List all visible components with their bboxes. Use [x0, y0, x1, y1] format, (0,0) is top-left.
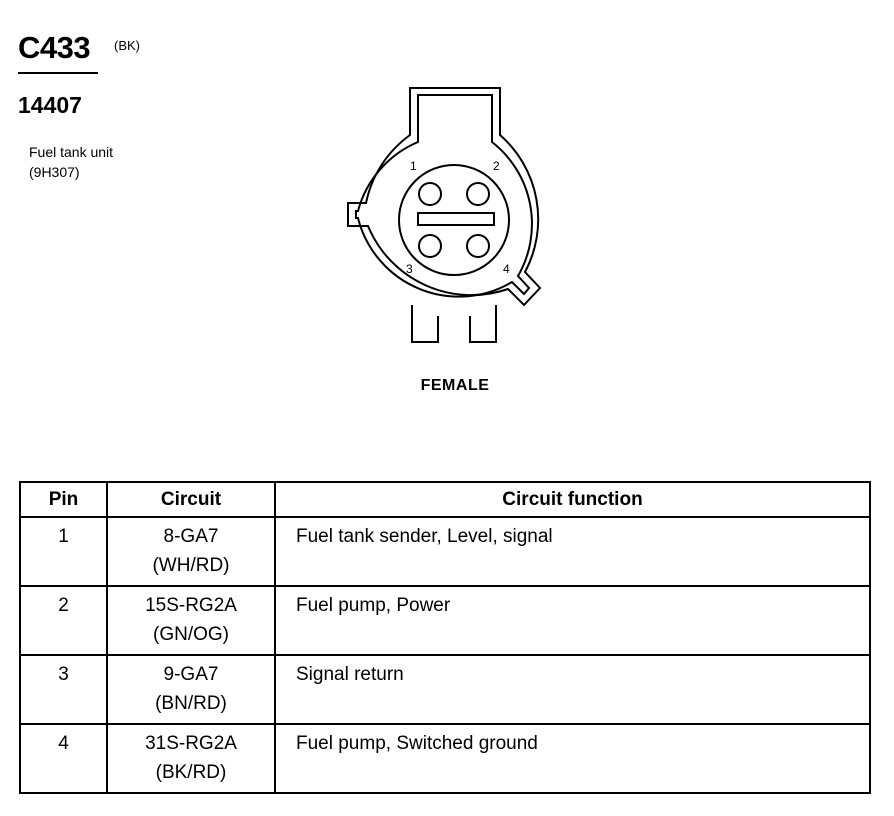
pin-label-3: 3	[406, 262, 413, 276]
circuit-function: Signal return	[275, 655, 870, 724]
connector-latch-left	[412, 305, 438, 342]
header-pin: Pin	[20, 482, 107, 517]
circuit-cell	[107, 724, 275, 793]
connector-housing-outline	[348, 88, 540, 305]
connector-gender-label: FEMALE	[420, 377, 490, 394]
wire-color: (GN/OG)	[153, 624, 229, 645]
circuit-id: 8-GA7	[163, 526, 219, 547]
table-row	[20, 724, 870, 793]
pin-label-1: 1	[410, 159, 417, 173]
pin-number: 4	[20, 724, 107, 793]
table-row	[20, 517, 870, 586]
circuit-function: Fuel pump, Power	[275, 586, 870, 655]
pin-label-2: 2	[493, 159, 500, 173]
circuit-id: 15S-RG2A	[145, 595, 237, 616]
table-header-row	[20, 482, 870, 517]
table-row	[20, 655, 870, 724]
header-circuit-function: Circuit function	[275, 482, 870, 517]
wire-color: (BK/RD)	[155, 762, 227, 783]
pin-cavity-2	[467, 183, 489, 205]
circuit-cell	[107, 517, 275, 586]
pin-assignment-table	[19, 481, 871, 794]
connector-latch-right	[470, 305, 496, 342]
component-part-code: (9H307)	[29, 164, 80, 180]
wire-color: (BN/RD)	[155, 693, 227, 714]
circuit-function: Fuel tank sender, Level, signal	[275, 517, 870, 586]
circuit-id: 9-GA7	[163, 664, 219, 685]
pin-field	[399, 165, 509, 275]
wire-color: (WH/RD)	[152, 555, 230, 576]
circuit-cell	[107, 586, 275, 655]
table-row	[20, 586, 870, 655]
circuit-cell	[107, 655, 275, 724]
key-slot	[418, 213, 494, 225]
pin-number: 1	[20, 517, 107, 586]
connector-face-diagram	[330, 80, 570, 360]
pin-cavity-4	[467, 235, 489, 257]
header-circuit: Circuit	[107, 482, 275, 517]
pin-label-4: 4	[503, 262, 510, 276]
circuit-function: Fuel pump, Switched ground	[275, 724, 870, 793]
connector-id: C433	[18, 30, 91, 65]
component-description: Fuel tank unit	[29, 144, 114, 160]
pin-cavity-1	[419, 183, 441, 205]
pin-number: 3	[20, 655, 107, 724]
pin-cavity-3	[419, 235, 441, 257]
part-number: 14407	[18, 92, 82, 118]
pin-number: 2	[20, 586, 107, 655]
title-underline	[18, 72, 98, 74]
circuit-id: 31S-RG2A	[145, 733, 237, 754]
connector-color: (BK)	[114, 38, 140, 53]
